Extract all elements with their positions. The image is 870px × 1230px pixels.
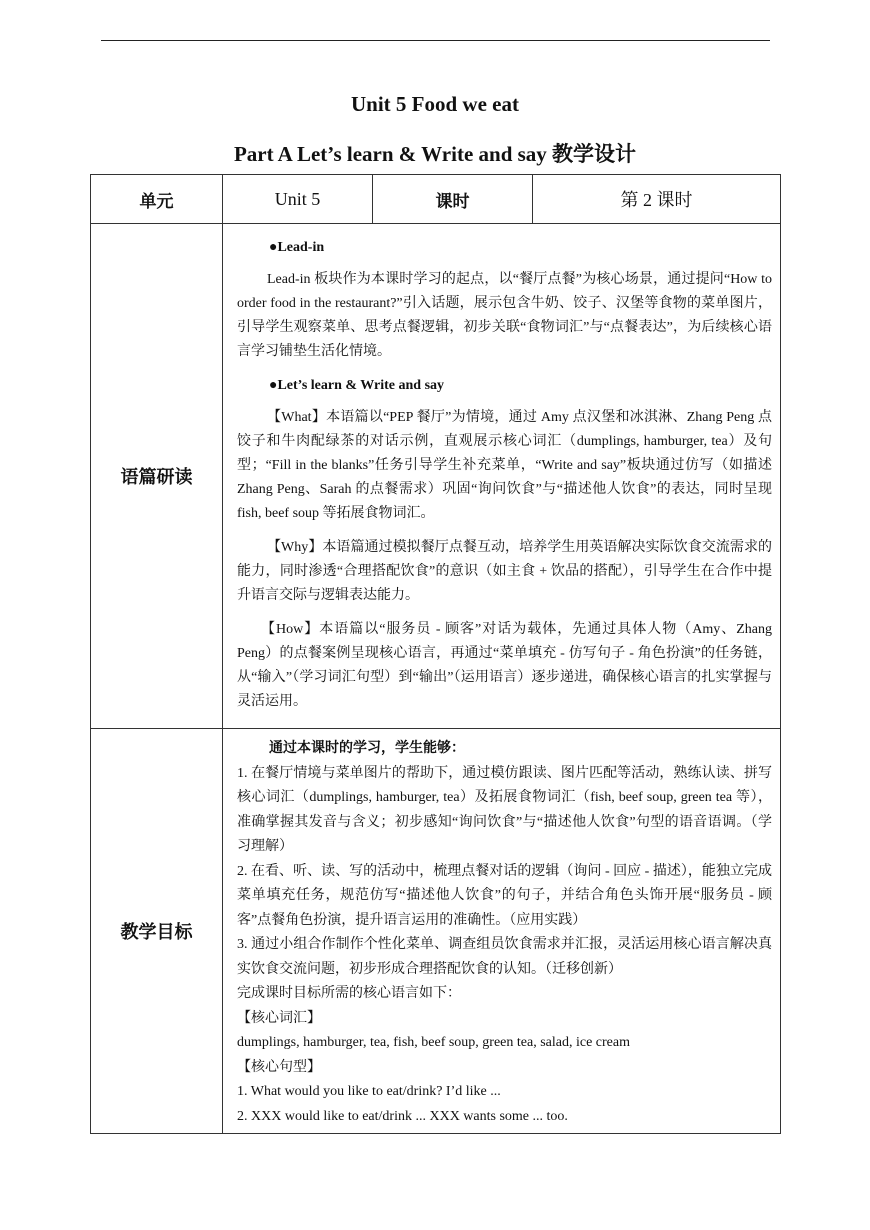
document-title: Unit 5 Food we eat	[351, 92, 519, 116]
vocab-list: dumplings, hamburger, tea, fish, beef soup, green tea, salad, ice cream	[237, 1035, 630, 1050]
leadin-text: Lead-in 板块作为本课时学习的起点，以“餐厅点餐”为核心场景，通过提问“How to order food in the restaurant?”引入话题，展示包含牛奶、饺子、汉堡等食物的菜单图片，引导学生观察菜单、思考点餐逻辑，初步关联“食物词汇”与“点餐表达”，为后续核心语言学习铺垫生活化情境。	[237, 272, 772, 359]
what-text: 【What】本语篇以“PEP 餐厅”为情境，通过 Amy 点汉堡和冰淇淋、Zhang Peng 点饺子和牛肉配绿茶的对话示例，直观展示核心词汇（dumplings, hamburger, tea）及句型；“Fill in the blanks”任务引导学生补充菜单，“Write and say”板块通过仿写（如描述 Zhang Peng、Sarah 的点餐需求）巩固“询问饮食”与“描述他人饮食”的表达，同时呈现 fish, beef soup 等拓展食物词汇。	[237, 410, 772, 521]
header-row	[91, 175, 781, 224]
why-text: 【Why】本语篇通过模拟餐厅点餐互动，培养学生用英语解决实际饮食交流需求的能力，同时渗透“合理搭配饮食”的意识（如主食 + 饮品的搭配），引导学生在合作中提升语言交际与逻辑表达能力。	[237, 540, 772, 603]
objectives-intro: 通过本课时的学习，学生能够：	[269, 741, 465, 756]
unit-value: Unit 5	[223, 175, 373, 224]
unit-label: 单元	[91, 175, 223, 224]
learn-heading: ●Let’s learn & Write and say	[269, 378, 445, 393]
vocab-heading: 【核心词汇】	[237, 1010, 321, 1026]
period-value: 第 2 课时	[533, 175, 781, 224]
objectives-content	[223, 729, 781, 1134]
objectives-label: 教学目标	[91, 729, 223, 1134]
sentence-1: 1. What would you like to eat/drink? I’d like ...	[237, 1084, 501, 1099]
text-study-content	[223, 224, 781, 729]
text-study-row	[91, 224, 781, 729]
sentence-heading: 【核心句型】	[237, 1059, 321, 1075]
header-rule	[101, 40, 770, 41]
document-subtitle: Part A Let’s learn & Write and say 教学设计	[233, 142, 637, 166]
text-study-label: 语篇研读	[91, 224, 223, 729]
leadin-heading: ●Lead-in	[269, 240, 325, 255]
core-language-intro: 完成课时目标所需的核心语言如下：	[237, 986, 461, 1001]
how-text: 【How】本语篇以“服务员 - 顾客”对话为载体，先通过具体人物（Amy、Zhang Peng）的点餐案例呈现核心语言，再通过“菜单填充 - 仿写句子 - 角色扮演”的任务链，从“输入”（学习词汇句型）到“输出”（运用语言）逐步递进，确保核心语言的扎实掌握与灵活运用。	[237, 622, 772, 709]
goal-1: 1. 在餐厅情境与菜单图片的帮助下，通过模仿跟读、图片匹配等活动，熟练认读、拼写核心词汇（dumplings, hamburger, tea）及拓展食物词汇（fish, beef soup, green tea 等），准确掌握其发音与含义；初步感知“询问饮食”与“描述他人饮食”句型的语音语调。（学习理解）	[237, 765, 772, 854]
goal-2: 2. 在看、听、读、写的活动中，梳理点餐对话的逻辑（询问 - 回应 - 描述），能独立完成菜单填充任务，规范仿写“描述他人饮食”的句子，并结合角色头饰开展“服务员 - 顾客”点餐角色扮演，提升语言运用的准确性。（应用实践）	[237, 863, 772, 928]
lesson-plan-table	[90, 174, 781, 1134]
sentence-2: 2. XXX would like to eat/drink ... XXX wants some ... too.	[237, 1108, 568, 1124]
period-label: 课时	[373, 175, 533, 224]
goal-3: 3. 通过小组合作制作个性化菜单、调查组员饮食需求并汇报，灵活运用核心语言解决真实饮食交流问题，初步形成合理搭配饮食的认知。（迁移创新）	[237, 937, 772, 977]
objectives-row	[91, 729, 781, 1134]
